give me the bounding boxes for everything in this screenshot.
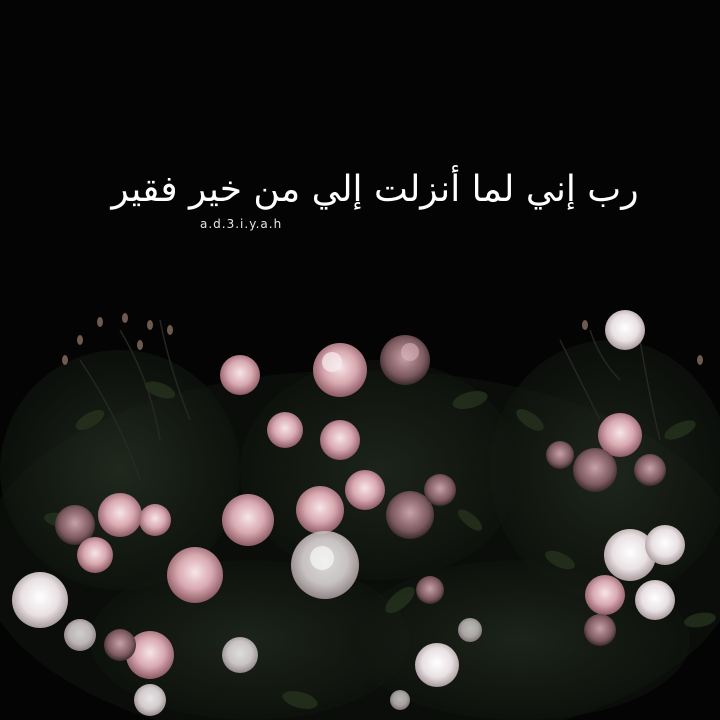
blossom: [139, 504, 171, 536]
blossom: [222, 637, 258, 673]
blossom: [167, 547, 223, 603]
blossom: [296, 486, 344, 534]
blossom: [320, 420, 360, 460]
blossom: [291, 531, 359, 599]
blossom: [573, 448, 617, 492]
blossom: [64, 619, 96, 651]
blossom: [458, 618, 482, 642]
blossom: [380, 335, 430, 385]
blossom: [12, 572, 68, 628]
blossom: [634, 454, 666, 486]
blossom: [635, 580, 675, 620]
blossom: [585, 575, 625, 615]
blossom: [390, 690, 410, 710]
blossom: [220, 355, 260, 395]
blossom: [645, 525, 685, 565]
blossom: [416, 576, 444, 604]
quran-verse-caption: رب إني لما أنزلت إلي من خير فقير: [111, 169, 639, 210]
blossom: [98, 493, 142, 537]
blossom: [77, 537, 113, 573]
blossom: [605, 310, 645, 350]
blossom: [415, 643, 459, 687]
blossom: [313, 343, 367, 397]
blossom: [424, 474, 456, 506]
blossom: [222, 494, 274, 546]
blossom: [267, 412, 303, 448]
blossom: [134, 684, 166, 716]
blossom: [104, 629, 136, 661]
blossom: [584, 614, 616, 646]
watermark-handle: a.d.3.i.y.a.h: [200, 217, 283, 231]
blossom: [546, 441, 574, 469]
blossom: [345, 470, 385, 510]
